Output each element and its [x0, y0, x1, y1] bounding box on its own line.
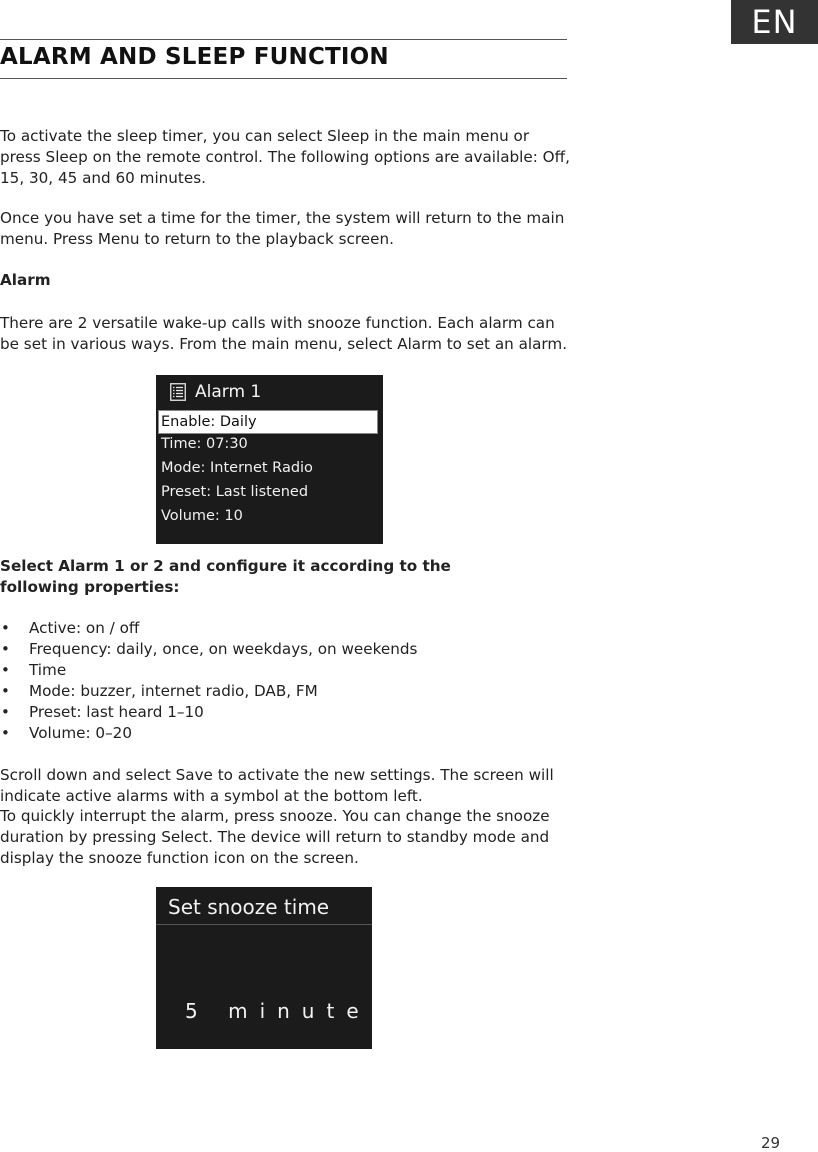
list-item: • Volume: 0–20	[1, 724, 133, 742]
paragraph-return-menu: Once you have set a time for the timer, the system will return to the main menu. Press Menu to return to the playback screen.	[0, 209, 565, 248]
alarm-row-mode: Mode: Internet Radio	[161, 460, 313, 476]
list-item: • Frequency: daily, once, on weekdays, on weekends	[1, 640, 418, 658]
alarm-row-volume: Volume: 10	[161, 508, 243, 524]
list-item: • Preset: last heard 1–10	[1, 703, 204, 721]
alarm-screen	[156, 375, 383, 544]
bullet-icon: •	[1, 724, 10, 742]
paragraph-save-settings: Scroll down and select Save to activate the new settings. The screen will indicate active alarms with a symbol at the bottom left.	[0, 766, 554, 805]
list-item: • Time	[1, 661, 67, 679]
snooze-screen-divider	[156, 924, 372, 925]
page-title: ALARM AND SLEEP FUNCTION	[0, 44, 389, 70]
language-tab: EN	[731, 0, 818, 44]
heading-select-alarm: Select Alarm 1 or 2 and configure it according to the following properties:	[0, 557, 451, 596]
heading-alarm: Alarm	[0, 271, 51, 289]
title-top-rule	[0, 39, 567, 40]
list-icon	[170, 383, 186, 401]
paragraph-snooze: To quickly interrupt the alarm, press snooze. You can change the snooze duration by pressing Select. The device will return to standby mode and display the snooze function icon on the screen.	[0, 807, 550, 867]
alarm-row-enable: Enable: Daily	[158, 410, 378, 434]
bullet-icon: •	[1, 661, 10, 679]
title-bottom-rule	[0, 78, 567, 79]
list-item: • Active: on / off	[1, 619, 140, 637]
bullet-icon: •	[1, 682, 10, 700]
paragraph-sleep-timer: To activate the sleep timer, you can select Sleep in the main menu or press Sleep on the remote control. The following options are available: Off, 15, 30, 45 and 60 minutes.	[0, 127, 570, 187]
list-item: • Mode: buzzer, internet radio, DAB, FM	[1, 682, 318, 700]
snooze-screen-value: 5 minute	[185, 999, 371, 1023]
alarm-screen-header	[156, 375, 383, 408]
alarm-screen-title: Alarm 1	[195, 381, 262, 402]
alarm-properties-list	[0, 618, 560, 744]
alarm-row-time: Time: 07:30	[161, 436, 248, 452]
bullet-icon: •	[1, 640, 10, 658]
paragraph-alarm-intro: There are 2 versatile wake-up calls with snooze function. Each alarm can be set in various ways. From the main menu, select Alarm to set an alarm.	[0, 314, 568, 353]
page-number: 29	[761, 1134, 781, 1152]
alarm-row-preset: Preset: Last listened	[161, 484, 309, 500]
snooze-screen-title: Set snooze time	[168, 895, 330, 919]
snooze-screen	[156, 887, 372, 1049]
bullet-icon: •	[1, 703, 10, 721]
bullet-icon: •	[1, 619, 10, 637]
